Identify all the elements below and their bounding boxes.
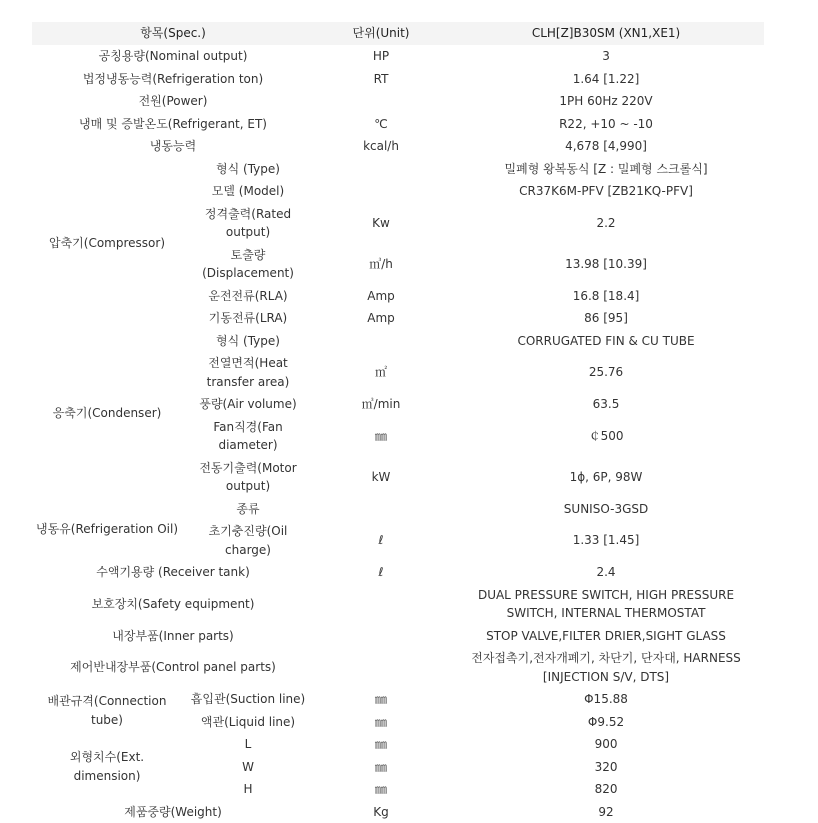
header-model: CLH[Z]B30SM (XN1,XE1) — [448, 22, 764, 45]
row-label: 정격출력(Rated output) — [182, 203, 314, 244]
row-label: 초기충진량(Oil charge) — [182, 520, 314, 561]
row-unit — [314, 498, 448, 521]
row-value: 밀폐형 왕복동식 [Z : 밀폐형 스크롤식] — [448, 158, 764, 181]
row-value: 1.33 [1.45] — [448, 520, 764, 561]
row-value: 63.5 — [448, 393, 764, 416]
table-row — [32, 68, 764, 91]
row-unit: RT — [314, 68, 448, 91]
row-unit — [314, 180, 448, 203]
row-unit: ㎜ — [314, 688, 448, 711]
header-item: 항목(Spec.) — [32, 22, 314, 45]
row-value: 1.64 [1.22] — [448, 68, 764, 91]
row-value: 820 — [448, 778, 764, 801]
row-value: 25.76 — [448, 352, 764, 393]
row-value: STOP VALVE,FILTER DRIER,SIGHT GLASS — [448, 625, 764, 648]
row-unit: kW — [314, 457, 448, 498]
row-label: 기동전류(LRA) — [182, 307, 314, 330]
table-row — [32, 625, 764, 648]
row-label: 냉동능력 — [32, 135, 314, 158]
row-label: L — [182, 733, 314, 756]
row-unit — [314, 90, 448, 113]
row-value: Φ9.52 — [448, 711, 764, 734]
table-row — [32, 158, 764, 181]
row-value: 2.4 — [448, 561, 764, 584]
row-unit: ㎜ — [314, 756, 448, 779]
row-unit: Kg — [314, 801, 448, 823]
row-value: 1PH 60Hz 220V — [448, 90, 764, 113]
row-value: 92 — [448, 801, 764, 823]
group-label-condenser: 응축기(Condenser) — [32, 330, 182, 498]
row-unit — [314, 584, 448, 625]
row-label: 내장부품(Inner parts) — [32, 625, 314, 648]
row-unit — [314, 158, 448, 181]
group-label-dimension: 외형치수(Ext. dimension) — [32, 733, 182, 801]
header-unit: 단위(Unit) — [314, 22, 448, 45]
row-unit: ㎜ — [314, 416, 448, 457]
row-label: 전열면적(Heat transfer area) — [182, 352, 314, 393]
table-row — [32, 135, 764, 158]
row-value: 16.8 [18.4] — [448, 285, 764, 308]
row-value: 900 — [448, 733, 764, 756]
group-label-oil: 냉동유(Refrigeration Oil) — [32, 498, 182, 562]
row-unit: ㎜ — [314, 711, 448, 734]
row-label: 법정냉동능력(Refrigeration ton) — [32, 68, 314, 91]
row-value: 3 — [448, 45, 764, 68]
row-unit: ㎥/h — [314, 244, 448, 285]
row-value: 4,678 [4,990] — [448, 135, 764, 158]
row-unit: ℓ — [314, 561, 448, 584]
table-row — [32, 561, 764, 584]
row-label: 풍량(Air volume) — [182, 393, 314, 416]
row-value: 1ϕ, 6P, 98W — [448, 457, 764, 498]
table-row — [32, 647, 764, 688]
row-label: W — [182, 756, 314, 779]
row-label: 보호장치(Safety equipment) — [32, 584, 314, 625]
row-value: 2.2 — [448, 203, 764, 244]
row-label: 공칭용량(Nominal output) — [32, 45, 314, 68]
row-label: 형식 (Type) — [182, 158, 314, 181]
row-value: R22, +10 ~ -10 — [448, 113, 764, 136]
table-row — [32, 733, 764, 756]
row-value: 전자접촉기,전자개폐기, 차단기, 단자대, HARNESS [INJECTION S/V, DTS] — [448, 647, 764, 688]
row-label: 수액기용량 (Receiver tank) — [32, 561, 314, 584]
row-value: 86 [95] — [448, 307, 764, 330]
table-row — [32, 688, 764, 711]
row-unit: ℃ — [314, 113, 448, 136]
row-unit: ㎥/min — [314, 393, 448, 416]
row-unit: Amp — [314, 307, 448, 330]
row-label: Fan직경(Fan diameter) — [182, 416, 314, 457]
row-label: 운전전류(RLA) — [182, 285, 314, 308]
row-label: H — [182, 778, 314, 801]
row-label: 냉매 및 증발온도(Refrigerant, ET) — [32, 113, 314, 136]
row-label: 토출량(Displacement) — [182, 244, 314, 285]
group-label-compressor: 압축기(Compressor) — [32, 158, 182, 330]
row-label: 전원(Power) — [32, 90, 314, 113]
row-value: CORRUGATED FIN & CU TUBE — [448, 330, 764, 353]
row-unit: Amp — [314, 285, 448, 308]
row-label: 종류 — [182, 498, 314, 521]
row-unit: HP — [314, 45, 448, 68]
table-header-row — [32, 22, 764, 45]
row-value: 320 — [448, 756, 764, 779]
group-label-connection: 배관규격(Connection tube) — [32, 688, 182, 733]
row-label: 제어반내장부품(Control panel parts) — [32, 647, 314, 688]
row-unit: ℓ — [314, 520, 448, 561]
row-value: DUAL PRESSURE SWITCH, HIGH PRESSURE SWITCH, INTERNAL THERMOSTAT — [448, 584, 764, 625]
table-row — [32, 801, 764, 823]
row-unit: ㎜ — [314, 733, 448, 756]
spec-table — [32, 22, 764, 823]
spec-table-container — [32, 22, 764, 823]
row-value: ￠500 — [448, 416, 764, 457]
table-row — [32, 330, 764, 353]
row-unit — [314, 625, 448, 648]
row-unit — [314, 330, 448, 353]
row-label: 제품중량(Weight) — [32, 801, 314, 823]
row-value: CR37K6M-PFV [ZB21KQ-PFV] — [448, 180, 764, 203]
row-label: 형식 (Type) — [182, 330, 314, 353]
row-value: SUNISO-3GSD — [448, 498, 764, 521]
table-row — [32, 584, 764, 625]
row-value: Φ15.88 — [448, 688, 764, 711]
row-label: 전동기출력(Motor output) — [182, 457, 314, 498]
table-row — [32, 90, 764, 113]
row-unit: kcal/h — [314, 135, 448, 158]
row-label: 모델 (Model) — [182, 180, 314, 203]
table-row — [32, 498, 764, 521]
table-row — [32, 113, 764, 136]
row-label: 액관(Liquid line) — [182, 711, 314, 734]
table-row — [32, 45, 764, 68]
row-unit — [314, 647, 448, 688]
row-label: 흡입관(Suction line) — [182, 688, 314, 711]
row-value: 13.98 [10.39] — [448, 244, 764, 285]
row-unit: ㎜ — [314, 778, 448, 801]
row-unit: ㎡ — [314, 352, 448, 393]
row-unit: Kw — [314, 203, 448, 244]
